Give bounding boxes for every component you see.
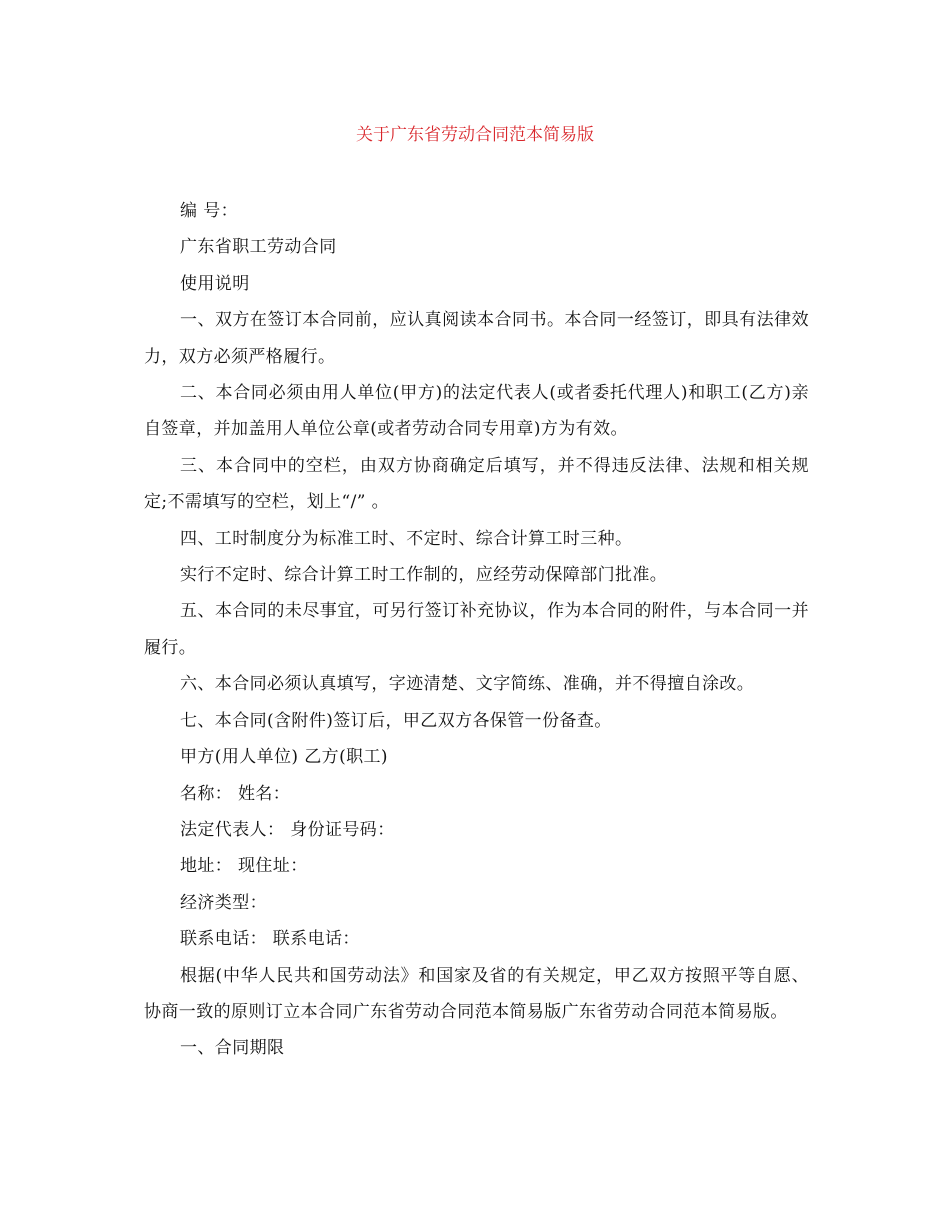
document-title: 关于广东省劳动合同范本简易版: [356, 125, 594, 145]
paragraph-number: 编 号：: [180, 201, 239, 221]
paragraph-phone-fields: 联系电话： 联系电话：: [180, 929, 360, 950]
paragraph-address-fields: 地址： 现住址：: [180, 856, 308, 877]
paragraph-instruction-4: 四、工时制度分为标准工时、不定时、综合计算工时三种。: [180, 528, 633, 549]
paragraph-usage-heading: 使用说明: [180, 273, 250, 294]
paragraph-instruction-7: 七、本合同(含附件)签订后，甲乙双方各保管一份备查。: [180, 710, 612, 731]
paragraph-basis: 根据(中华人民共和国劳动法》和国家及省的有关规定，甲乙双方按照平等自愿、协商一致的原则订立本合同广东省劳动合同范本简易版广东省劳动合同范本简易版。: [144, 965, 809, 1022]
paragraph-instruction-3: 三、本合同中的空栏，由双方协商确定后填写，并不得违反法律、法规和相关规定;不需填写的空栏，划上“/” 。: [144, 455, 809, 513]
paragraph-instruction-4-note: 实行不定时、综合计算工时工作制的，应经劳动保障部门批准。: [180, 565, 668, 586]
paragraph-name-fields: 名称： 姓名：: [180, 783, 291, 804]
paragraph-instruction-2: 二、本合同必须由用人单位(甲方)的法定代表人(或者委托代理人)和职工(乙方)亲自签章，并加盖用人单位公章(或者劳动合同专用章)方为有效。: [144, 383, 809, 440]
paragraph-parties: 甲方(用人单位) 乙方(职工): [180, 747, 388, 768]
paragraph-economic-type: 经济类型：: [180, 892, 267, 913]
paragraph-section-term: 一、合同期限: [180, 1038, 285, 1059]
paragraph-instruction-5: 五、本合同的未尽事宜，可另行签订补充协议，作为本合同的附件，与本合同一并履行。: [144, 601, 809, 658]
paragraph-instruction-1: 一、双方在签订本合同前，应认真阅读本合同书。本合同一经签订，即具有法律效力，双方必须严格履行。: [144, 310, 809, 367]
document-body: [144, 193, 809, 1067]
paragraph-contract-name: 广东省职工劳动合同: [180, 237, 337, 258]
paragraph-instruction-6: 六、本合同必须认真填写，字迹清楚、文字简练、准确，并不得擅自涂改。: [180, 674, 755, 695]
paragraph-representative-fields: 法定代表人： 身份证号码：: [180, 819, 395, 840]
